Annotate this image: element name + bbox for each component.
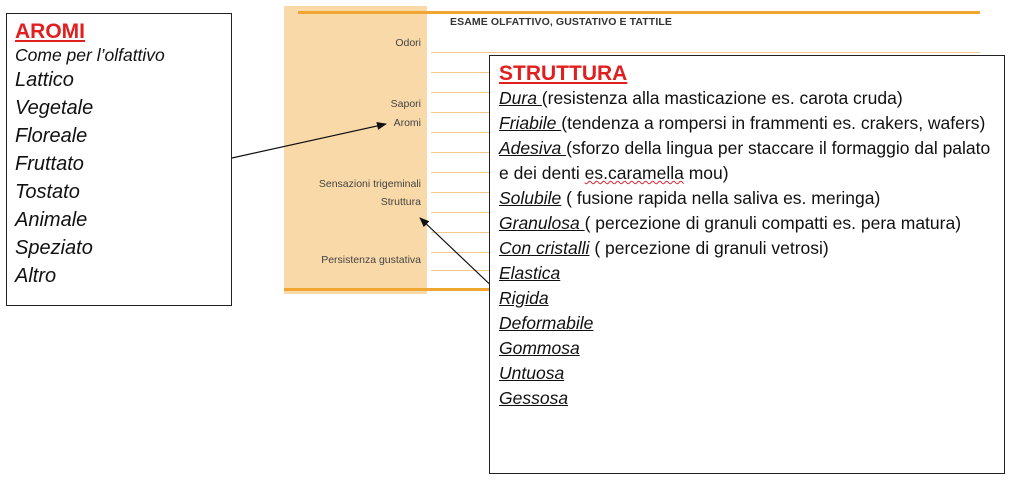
struttura-entry xyxy=(499,211,995,236)
struttura-item: Gommosa xyxy=(499,338,580,358)
aromi-item: Altro xyxy=(15,265,57,287)
aromi-item: Vegetale xyxy=(15,97,94,119)
struttura-desc: ( percezione di granuli compatti es. pera matura) xyxy=(584,213,962,233)
form-label-persistenza: Persistenza gustativa xyxy=(321,254,421,266)
struttura-entry xyxy=(499,186,995,211)
form-label-sensazioni: Sensazioni trigeminali xyxy=(318,178,421,190)
struttura-term: Solubile xyxy=(499,188,562,208)
struttura-term: Granulosa xyxy=(499,213,585,233)
struttura-item: Gessosa xyxy=(499,388,569,408)
aromi-item: Tostato xyxy=(15,181,80,203)
struttura-term: Con cristalli xyxy=(499,238,590,258)
struttura-desc: ( fusione rapida nella saliva es. meringa) xyxy=(561,188,881,208)
aromi-item: Speziato xyxy=(15,237,93,259)
struttura-entry xyxy=(499,111,995,136)
form-label-struttura: Struttura xyxy=(380,196,421,208)
struttura-arrow xyxy=(420,218,500,294)
struttura-entry xyxy=(499,236,995,261)
struttura-desc: ( percezione di granuli vetrosi) xyxy=(589,238,829,258)
struttura-item: Untuosa xyxy=(499,363,565,383)
struttura-title: STRUTTURA xyxy=(499,62,628,85)
aromi-item: Lattico xyxy=(15,69,74,91)
aromi-title: AROMI xyxy=(15,20,85,43)
struttura-desc: (tendenza a rompersi in frammenti es. crakers, wafers) xyxy=(561,113,986,133)
struttura-term: Adesiva xyxy=(499,138,567,158)
struttura-term: Dura xyxy=(499,88,542,108)
aromi-item: Floreale xyxy=(15,125,88,147)
struttura-entry xyxy=(499,86,995,111)
struttura-item: Rigida xyxy=(499,288,549,308)
aromi-subtitle: Come per l’olfattivo xyxy=(15,45,165,65)
struttura-box xyxy=(489,55,1005,474)
form-label-odori: Odori xyxy=(395,37,421,49)
struttura-term: Friabile xyxy=(499,113,562,133)
struttura-item: Elastica xyxy=(499,263,561,283)
form-label-sapori: Sapori xyxy=(390,98,421,110)
struttura-desc: mou) xyxy=(683,163,729,183)
struttura-desc: (sforzo della lingua per staccare il formaggio dal palato e dei denti xyxy=(499,138,991,183)
form-label-aromi: Aromi xyxy=(393,117,421,129)
aromi-arrow xyxy=(232,124,386,158)
aromi-item: Animale xyxy=(15,209,88,231)
struttura-desc: (resistenza alla masticazione es. carota cruda) xyxy=(541,88,903,108)
struttura-desc-marked: es.caramella xyxy=(584,163,684,183)
struttura-item: Deformabile xyxy=(499,313,594,333)
aromi-item: Fruttato xyxy=(15,153,84,175)
aromi-box xyxy=(6,13,232,306)
form-title: ESAME OLFATTIVO, GUSTATIVO E TATTILE xyxy=(450,16,672,28)
struttura-entry xyxy=(499,136,995,186)
